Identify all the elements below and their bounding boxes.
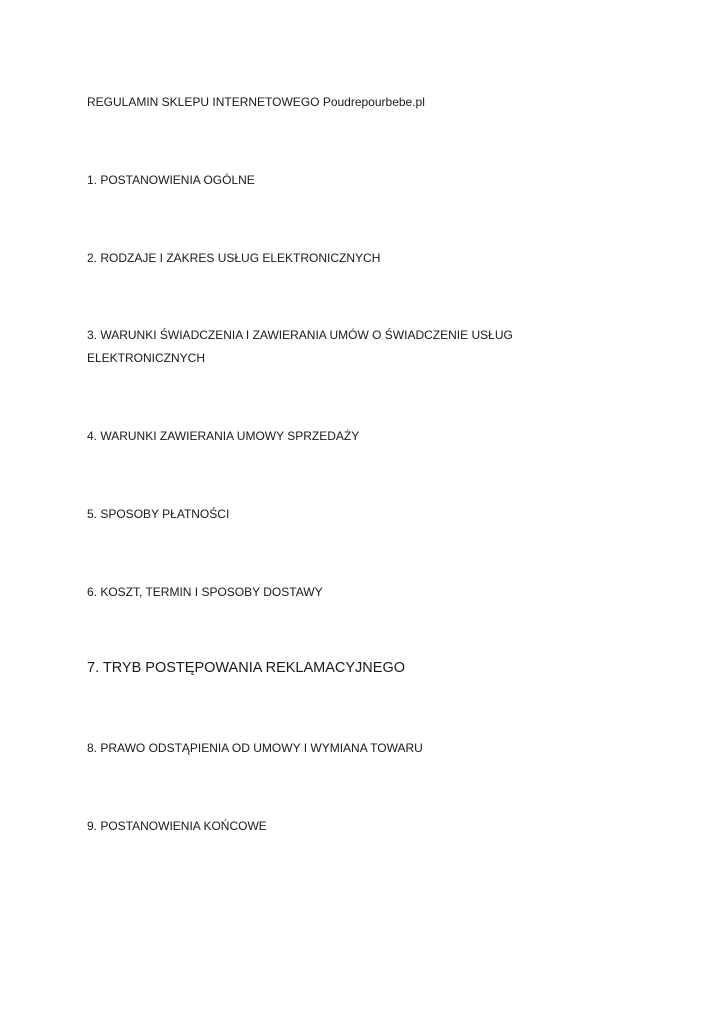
- document-title: REGULAMIN SKLEPU INTERNETOWEGO Poudrepourbebe.pl: [87, 95, 425, 109]
- section-heading-2: 2. RODZAJE I ZAKRES USŁUG ELEKTRONICZNYCH: [87, 251, 381, 265]
- section-heading-5: 5. SPOSOBY PŁATNOŚCI: [87, 507, 230, 521]
- section-heading-9: 9. POSTANOWIENIA KOŃCOWE: [87, 819, 267, 833]
- section-heading-3-continued: ELEKTRONICZNYCH: [87, 351, 206, 365]
- section-heading-4: 4. WARUNKI ZAWIERANIA UMOWY SPRZEDAŻY: [87, 429, 360, 443]
- section-heading-1: 1. POSTANOWIENIA OGÓLNE: [87, 173, 255, 187]
- section-heading-6: 6. KOSZT, TERMIN I SPOSOBY DOSTAWY: [87, 585, 323, 599]
- section-heading-8: 8. PRAWO ODSTĄPIENIA OD UMOWY I WYMIANA TOWARU: [87, 741, 423, 755]
- section-heading-3: 3. WARUNKI ŚWIADCZENIA I ZAWIERANIA UMÓW O ŚWIADCZENIE USŁUG: [87, 328, 513, 342]
- section-heading-7: 7. TRYB POSTĘPOWANIA REKLAMACYJNEGO: [87, 660, 406, 676]
